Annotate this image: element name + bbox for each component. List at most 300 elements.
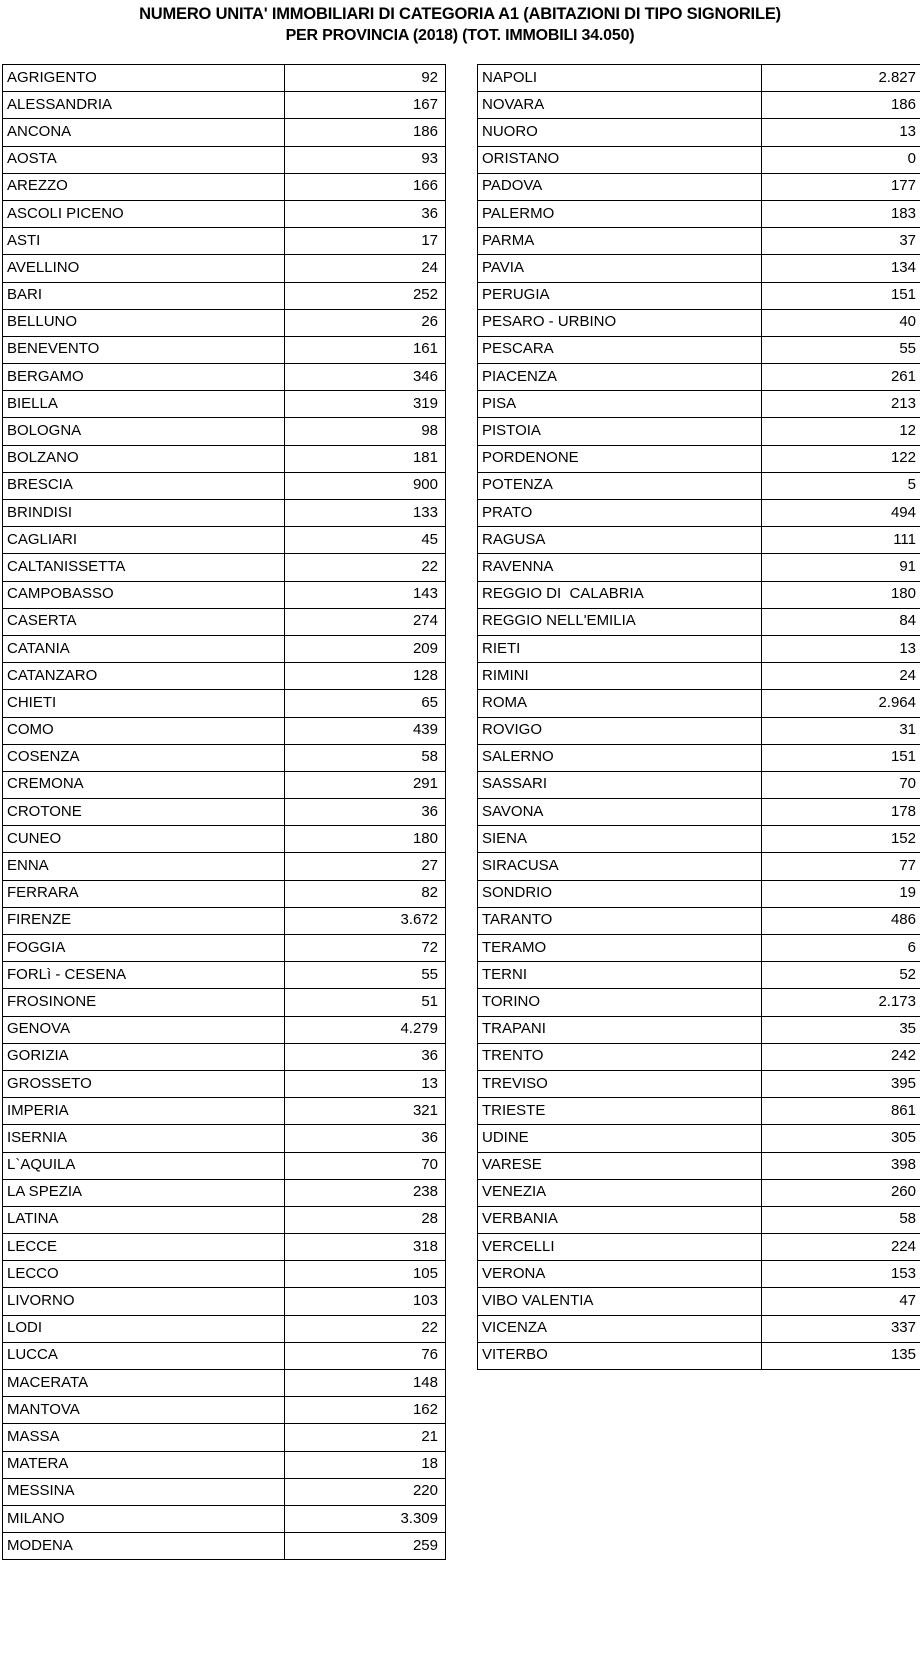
province-name-cell: LECCE bbox=[3, 1234, 285, 1261]
province-value-cell: 47 bbox=[762, 1288, 920, 1315]
table-row bbox=[478, 309, 920, 336]
province-name-cell: BRESCIA bbox=[3, 472, 285, 499]
table-row bbox=[478, 826, 920, 853]
province-value-cell: 486 bbox=[762, 907, 920, 934]
province-value-cell: 242 bbox=[762, 1043, 920, 1070]
table-row bbox=[3, 1315, 446, 1342]
province-name-cell: COSENZA bbox=[3, 744, 285, 771]
province-name-cell: ORISTANO bbox=[478, 146, 762, 173]
table-row bbox=[3, 527, 446, 554]
table-row bbox=[478, 146, 920, 173]
table-row bbox=[3, 1478, 446, 1505]
table-row bbox=[3, 1070, 446, 1097]
province-value-cell: 133 bbox=[285, 500, 446, 527]
table-row bbox=[478, 608, 920, 635]
table-row bbox=[478, 1342, 920, 1369]
table-row bbox=[478, 907, 920, 934]
province-value-cell: 40 bbox=[762, 309, 920, 336]
table-row bbox=[3, 418, 446, 445]
province-value-cell: 274 bbox=[285, 608, 446, 635]
province-name-cell: POTENZA bbox=[478, 472, 762, 499]
province-value-cell: 13 bbox=[285, 1070, 446, 1097]
table-row bbox=[3, 65, 446, 92]
province-value-cell: 77 bbox=[762, 853, 920, 880]
table-row bbox=[478, 799, 920, 826]
province-name-cell: ALESSANDRIA bbox=[3, 92, 285, 119]
provinces-table-left bbox=[2, 64, 446, 1560]
province-value-cell: 224 bbox=[762, 1234, 920, 1261]
province-value-cell: 260 bbox=[762, 1179, 920, 1206]
table-row bbox=[478, 1179, 920, 1206]
province-value-cell: 213 bbox=[762, 391, 920, 418]
table-row bbox=[3, 1179, 446, 1206]
province-name-cell: ASTI bbox=[3, 228, 285, 255]
table-row bbox=[3, 500, 446, 527]
table-row bbox=[478, 962, 920, 989]
province-name-cell: BOLZANO bbox=[3, 445, 285, 472]
province-value-cell: 36 bbox=[285, 1043, 446, 1070]
province-name-cell: MODENA bbox=[3, 1533, 285, 1560]
province-name-cell: TERAMO bbox=[478, 935, 762, 962]
province-name-cell: RAVENNA bbox=[478, 554, 762, 581]
province-value-cell: 209 bbox=[285, 635, 446, 662]
table-row bbox=[478, 1234, 920, 1261]
province-name-cell: BENEVENTO bbox=[3, 336, 285, 363]
province-name-cell: FERRARA bbox=[3, 880, 285, 907]
table-row bbox=[3, 364, 446, 391]
table-row bbox=[3, 1397, 446, 1424]
table-row bbox=[478, 255, 920, 282]
table-row bbox=[3, 1451, 446, 1478]
table-row bbox=[3, 1206, 446, 1233]
province-name-cell: TRAPANI bbox=[478, 1016, 762, 1043]
province-name-cell: MANTOVA bbox=[3, 1397, 285, 1424]
table-row bbox=[478, 228, 920, 255]
province-value-cell: 178 bbox=[762, 799, 920, 826]
province-value-cell: 3.672 bbox=[285, 907, 446, 934]
province-value-cell: 134 bbox=[762, 255, 920, 282]
province-name-cell: CATANZARO bbox=[3, 663, 285, 690]
province-name-cell: PISA bbox=[478, 391, 762, 418]
province-value-cell: 4.279 bbox=[285, 1016, 446, 1043]
province-name-cell: AREZZO bbox=[3, 173, 285, 200]
province-value-cell: 76 bbox=[285, 1342, 446, 1369]
table-row bbox=[3, 200, 446, 227]
province-value-cell: 153 bbox=[762, 1261, 920, 1288]
province-value-cell: 2.827 bbox=[762, 65, 920, 92]
title-line-2: PER PROVINCIA (2018) (TOT. IMMOBILI 34.050) bbox=[285, 27, 635, 44]
province-value-cell: 105 bbox=[285, 1261, 446, 1288]
table-row bbox=[478, 635, 920, 662]
province-value-cell: 398 bbox=[762, 1152, 920, 1179]
province-value-cell: 37 bbox=[762, 228, 920, 255]
title-line-1: NUMERO UNITA' IMMOBILIARI DI CATEGORIA A1 (ABITAZIONI DI TIPO SIGNORILE) bbox=[139, 5, 781, 23]
table-row bbox=[478, 1288, 920, 1315]
province-value-cell: 439 bbox=[285, 717, 446, 744]
table-row bbox=[478, 1261, 920, 1288]
table-row bbox=[3, 1234, 446, 1261]
province-value-cell: 36 bbox=[285, 1125, 446, 1152]
table-row bbox=[3, 717, 446, 744]
province-name-cell: NUORO bbox=[478, 119, 762, 146]
province-name-cell: TARANTO bbox=[478, 907, 762, 934]
province-name-cell: BIELLA bbox=[3, 391, 285, 418]
province-value-cell: 167 bbox=[285, 92, 446, 119]
province-name-cell: TERNI bbox=[478, 962, 762, 989]
table-row bbox=[478, 1016, 920, 1043]
province-name-cell: PAVIA bbox=[478, 255, 762, 282]
province-name-cell: REGGIO DI CALABRIA bbox=[478, 581, 762, 608]
province-name-cell: NOVARA bbox=[478, 92, 762, 119]
province-value-cell: 152 bbox=[762, 826, 920, 853]
province-value-cell: 238 bbox=[285, 1179, 446, 1206]
table-row bbox=[3, 608, 446, 635]
table-row bbox=[478, 1043, 920, 1070]
table-row bbox=[478, 581, 920, 608]
province-value-cell: 2.964 bbox=[762, 690, 920, 717]
province-value-cell: 55 bbox=[285, 962, 446, 989]
province-name-cell: CAMPOBASSO bbox=[3, 581, 285, 608]
table-row bbox=[3, 146, 446, 173]
province-value-cell: 5 bbox=[762, 472, 920, 499]
table-row bbox=[3, 1370, 446, 1397]
table-row bbox=[3, 880, 446, 907]
province-name-cell: LUCCA bbox=[3, 1342, 285, 1369]
province-name-cell: SIENA bbox=[478, 826, 762, 853]
table-row bbox=[3, 907, 446, 934]
province-name-cell: VENEZIA bbox=[478, 1179, 762, 1206]
province-value-cell: 261 bbox=[762, 364, 920, 391]
table-row bbox=[478, 119, 920, 146]
province-name-cell: VARESE bbox=[478, 1152, 762, 1179]
province-value-cell: 186 bbox=[285, 119, 446, 146]
province-value-cell: 2.173 bbox=[762, 989, 920, 1016]
province-value-cell: 58 bbox=[285, 744, 446, 771]
page-title bbox=[0, 0, 920, 46]
table-row bbox=[3, 962, 446, 989]
province-name-cell: CALTANISSETTA bbox=[3, 554, 285, 581]
province-name-cell: MILANO bbox=[3, 1505, 285, 1532]
table-row bbox=[3, 581, 446, 608]
province-value-cell: 220 bbox=[285, 1478, 446, 1505]
table-row bbox=[3, 1288, 446, 1315]
table-row bbox=[478, 989, 920, 1016]
province-value-cell: 6 bbox=[762, 935, 920, 962]
province-value-cell: 111 bbox=[762, 527, 920, 554]
province-value-cell: 35 bbox=[762, 1016, 920, 1043]
table-left-body bbox=[3, 65, 446, 1560]
province-value-cell: 259 bbox=[285, 1533, 446, 1560]
province-value-cell: 143 bbox=[285, 581, 446, 608]
province-value-cell: 161 bbox=[285, 336, 446, 363]
provinces-table-right bbox=[477, 64, 920, 1370]
province-value-cell: 13 bbox=[762, 119, 920, 146]
province-name-cell: IMPERIA bbox=[3, 1098, 285, 1125]
table-row bbox=[3, 635, 446, 662]
province-name-cell: FIRENZE bbox=[3, 907, 285, 934]
province-name-cell: L`AQUILA bbox=[3, 1152, 285, 1179]
table-row bbox=[478, 173, 920, 200]
table-row bbox=[478, 1206, 920, 1233]
table-row bbox=[478, 554, 920, 581]
province-value-cell: 12 bbox=[762, 418, 920, 445]
table-row bbox=[3, 228, 446, 255]
table-row bbox=[3, 173, 446, 200]
province-value-cell: 318 bbox=[285, 1234, 446, 1261]
province-value-cell: 65 bbox=[285, 690, 446, 717]
table-row bbox=[3, 1505, 446, 1532]
table-row bbox=[3, 1043, 446, 1070]
province-name-cell: SALERNO bbox=[478, 744, 762, 771]
province-value-cell: 22 bbox=[285, 1315, 446, 1342]
table-row bbox=[3, 663, 446, 690]
table-row bbox=[3, 255, 446, 282]
province-value-cell: 162 bbox=[285, 1397, 446, 1424]
province-value-cell: 70 bbox=[285, 1152, 446, 1179]
table-row bbox=[3, 771, 446, 798]
province-value-cell: 72 bbox=[285, 935, 446, 962]
province-name-cell: BOLOGNA bbox=[3, 418, 285, 445]
province-name-cell: PADOVA bbox=[478, 173, 762, 200]
province-value-cell: 36 bbox=[285, 200, 446, 227]
table-row bbox=[478, 418, 920, 445]
province-name-cell: ENNA bbox=[3, 853, 285, 880]
province-name-cell: ROMA bbox=[478, 690, 762, 717]
province-name-cell: RIETI bbox=[478, 635, 762, 662]
table-row bbox=[478, 1070, 920, 1097]
province-value-cell: 21 bbox=[285, 1424, 446, 1451]
province-name-cell: LIVORNO bbox=[3, 1288, 285, 1315]
province-name-cell: TRIESTE bbox=[478, 1098, 762, 1125]
province-name-cell: VITERBO bbox=[478, 1342, 762, 1369]
table-row bbox=[478, 1098, 920, 1125]
province-name-cell: LA SPEZIA bbox=[3, 1179, 285, 1206]
province-value-cell: 82 bbox=[285, 880, 446, 907]
table-row bbox=[3, 799, 446, 826]
table-right-body bbox=[478, 65, 920, 1370]
province-name-cell: CUNEO bbox=[3, 826, 285, 853]
province-value-cell: 24 bbox=[762, 663, 920, 690]
province-name-cell: PARMA bbox=[478, 228, 762, 255]
table-row bbox=[478, 771, 920, 798]
province-value-cell: 52 bbox=[762, 962, 920, 989]
province-value-cell: 84 bbox=[762, 608, 920, 635]
table-row bbox=[478, 282, 920, 309]
province-value-cell: 166 bbox=[285, 173, 446, 200]
province-name-cell: CROTONE bbox=[3, 799, 285, 826]
table-row bbox=[3, 309, 446, 336]
province-value-cell: 128 bbox=[285, 663, 446, 690]
province-name-cell: ROVIGO bbox=[478, 717, 762, 744]
province-value-cell: 319 bbox=[285, 391, 446, 418]
province-value-cell: 24 bbox=[285, 255, 446, 282]
province-value-cell: 103 bbox=[285, 1288, 446, 1315]
province-name-cell: LECCO bbox=[3, 1261, 285, 1288]
province-name-cell: SONDRIO bbox=[478, 880, 762, 907]
province-name-cell: TORINO bbox=[478, 989, 762, 1016]
province-name-cell: NAPOLI bbox=[478, 65, 762, 92]
table-row bbox=[3, 1016, 446, 1043]
province-value-cell: 291 bbox=[285, 771, 446, 798]
province-value-cell: 494 bbox=[762, 500, 920, 527]
province-value-cell: 321 bbox=[285, 1098, 446, 1125]
province-name-cell: MATERA bbox=[3, 1451, 285, 1478]
table-row bbox=[478, 880, 920, 907]
province-name-cell: BARI bbox=[3, 282, 285, 309]
province-value-cell: 92 bbox=[285, 65, 446, 92]
province-name-cell: SAVONA bbox=[478, 799, 762, 826]
province-name-cell: VERBANIA bbox=[478, 1206, 762, 1233]
table-row bbox=[3, 119, 446, 146]
table-row bbox=[478, 65, 920, 92]
table-row bbox=[3, 472, 446, 499]
table-row bbox=[3, 336, 446, 363]
table-row bbox=[3, 1424, 446, 1451]
table-row bbox=[3, 92, 446, 119]
province-name-cell: VIBO VALENTIA bbox=[478, 1288, 762, 1315]
table-row bbox=[3, 744, 446, 771]
province-name-cell: MESSINA bbox=[3, 1478, 285, 1505]
province-name-cell: SIRACUSA bbox=[478, 853, 762, 880]
province-value-cell: 180 bbox=[285, 826, 446, 853]
province-name-cell: TRENTO bbox=[478, 1043, 762, 1070]
province-name-cell: PERUGIA bbox=[478, 282, 762, 309]
province-value-cell: 861 bbox=[762, 1098, 920, 1125]
province-name-cell: CASERTA bbox=[3, 608, 285, 635]
province-value-cell: 51 bbox=[285, 989, 446, 1016]
province-name-cell: GORIZIA bbox=[3, 1043, 285, 1070]
province-value-cell: 31 bbox=[762, 717, 920, 744]
province-name-cell: VERCELLI bbox=[478, 1234, 762, 1261]
province-name-cell: PESARO - URBINO bbox=[478, 309, 762, 336]
province-name-cell: PALERMO bbox=[478, 200, 762, 227]
province-value-cell: 17 bbox=[285, 228, 446, 255]
table-row bbox=[478, 445, 920, 472]
province-name-cell: ISERNIA bbox=[3, 1125, 285, 1152]
province-value-cell: 148 bbox=[285, 1370, 446, 1397]
province-value-cell: 151 bbox=[762, 744, 920, 771]
province-name-cell: RIMINI bbox=[478, 663, 762, 690]
province-name-cell: AOSTA bbox=[3, 146, 285, 173]
province-value-cell: 337 bbox=[762, 1315, 920, 1342]
province-name-cell: PESCARA bbox=[478, 336, 762, 363]
table-row bbox=[3, 554, 446, 581]
province-name-cell: AGRIGENTO bbox=[3, 65, 285, 92]
table-row bbox=[478, 391, 920, 418]
province-value-cell: 70 bbox=[762, 771, 920, 798]
table-row bbox=[478, 663, 920, 690]
table-row bbox=[478, 1125, 920, 1152]
province-name-cell: CAGLIARI bbox=[3, 527, 285, 554]
table-row bbox=[3, 445, 446, 472]
table-row bbox=[3, 826, 446, 853]
province-name-cell: MASSA bbox=[3, 1424, 285, 1451]
province-value-cell: 305 bbox=[762, 1125, 920, 1152]
province-name-cell: GENOVA bbox=[3, 1016, 285, 1043]
table-row bbox=[478, 717, 920, 744]
province-name-cell: GROSSETO bbox=[3, 1070, 285, 1097]
province-value-cell: 58 bbox=[762, 1206, 920, 1233]
province-value-cell: 91 bbox=[762, 554, 920, 581]
table-row bbox=[478, 690, 920, 717]
province-name-cell: ASCOLI PICENO bbox=[3, 200, 285, 227]
table-row bbox=[3, 989, 446, 1016]
province-name-cell: ANCONA bbox=[3, 119, 285, 146]
province-value-cell: 346 bbox=[285, 364, 446, 391]
province-value-cell: 45 bbox=[285, 527, 446, 554]
province-name-cell: UDINE bbox=[478, 1125, 762, 1152]
province-value-cell: 252 bbox=[285, 282, 446, 309]
province-name-cell: VICENZA bbox=[478, 1315, 762, 1342]
province-value-cell: 900 bbox=[285, 472, 446, 499]
province-name-cell: AVELLINO bbox=[3, 255, 285, 282]
province-name-cell: FOGGIA bbox=[3, 935, 285, 962]
province-value-cell: 13 bbox=[762, 635, 920, 662]
table-row bbox=[478, 472, 920, 499]
table-row bbox=[3, 690, 446, 717]
province-value-cell: 181 bbox=[285, 445, 446, 472]
province-value-cell: 395 bbox=[762, 1070, 920, 1097]
province-name-cell: VERONA bbox=[478, 1261, 762, 1288]
province-name-cell: FORLì - CESENA bbox=[3, 962, 285, 989]
table-row bbox=[3, 1152, 446, 1179]
table-row bbox=[478, 853, 920, 880]
province-name-cell: BELLUNO bbox=[3, 309, 285, 336]
table-row bbox=[478, 200, 920, 227]
province-name-cell: FROSINONE bbox=[3, 989, 285, 1016]
province-name-cell: RAGUSA bbox=[478, 527, 762, 554]
province-value-cell: 55 bbox=[762, 336, 920, 363]
table-row bbox=[478, 92, 920, 119]
province-name-cell: CATANIA bbox=[3, 635, 285, 662]
province-name-cell: REGGIO NELL'EMILIA bbox=[478, 608, 762, 635]
table-row bbox=[478, 935, 920, 962]
table-row bbox=[3, 391, 446, 418]
province-value-cell: 93 bbox=[285, 146, 446, 173]
table-row bbox=[3, 1098, 446, 1125]
table-row bbox=[478, 364, 920, 391]
province-name-cell: LATINA bbox=[3, 1206, 285, 1233]
province-name-cell: TREVISO bbox=[478, 1070, 762, 1097]
province-name-cell: PIACENZA bbox=[478, 364, 762, 391]
province-value-cell: 22 bbox=[285, 554, 446, 581]
province-name-cell: MACERATA bbox=[3, 1370, 285, 1397]
province-value-cell: 27 bbox=[285, 853, 446, 880]
province-name-cell: SASSARI bbox=[478, 771, 762, 798]
province-value-cell: 98 bbox=[285, 418, 446, 445]
province-value-cell: 151 bbox=[762, 282, 920, 309]
province-name-cell: LODI bbox=[3, 1315, 285, 1342]
province-value-cell: 36 bbox=[285, 799, 446, 826]
province-value-cell: 122 bbox=[762, 445, 920, 472]
province-name-cell: CHIETI bbox=[3, 690, 285, 717]
table-row bbox=[478, 336, 920, 363]
province-value-cell: 177 bbox=[762, 173, 920, 200]
province-value-cell: 28 bbox=[285, 1206, 446, 1233]
province-name-cell: CREMONA bbox=[3, 771, 285, 798]
province-name-cell: PRATO bbox=[478, 500, 762, 527]
province-value-cell: 26 bbox=[285, 309, 446, 336]
table-row bbox=[478, 527, 920, 554]
table-row bbox=[478, 744, 920, 771]
table-row bbox=[478, 1315, 920, 1342]
province-value-cell: 186 bbox=[762, 92, 920, 119]
table-row bbox=[3, 1125, 446, 1152]
province-value-cell: 19 bbox=[762, 880, 920, 907]
province-name-cell: BRINDISI bbox=[3, 500, 285, 527]
province-value-cell: 183 bbox=[762, 200, 920, 227]
province-name-cell: BERGAMO bbox=[3, 364, 285, 391]
